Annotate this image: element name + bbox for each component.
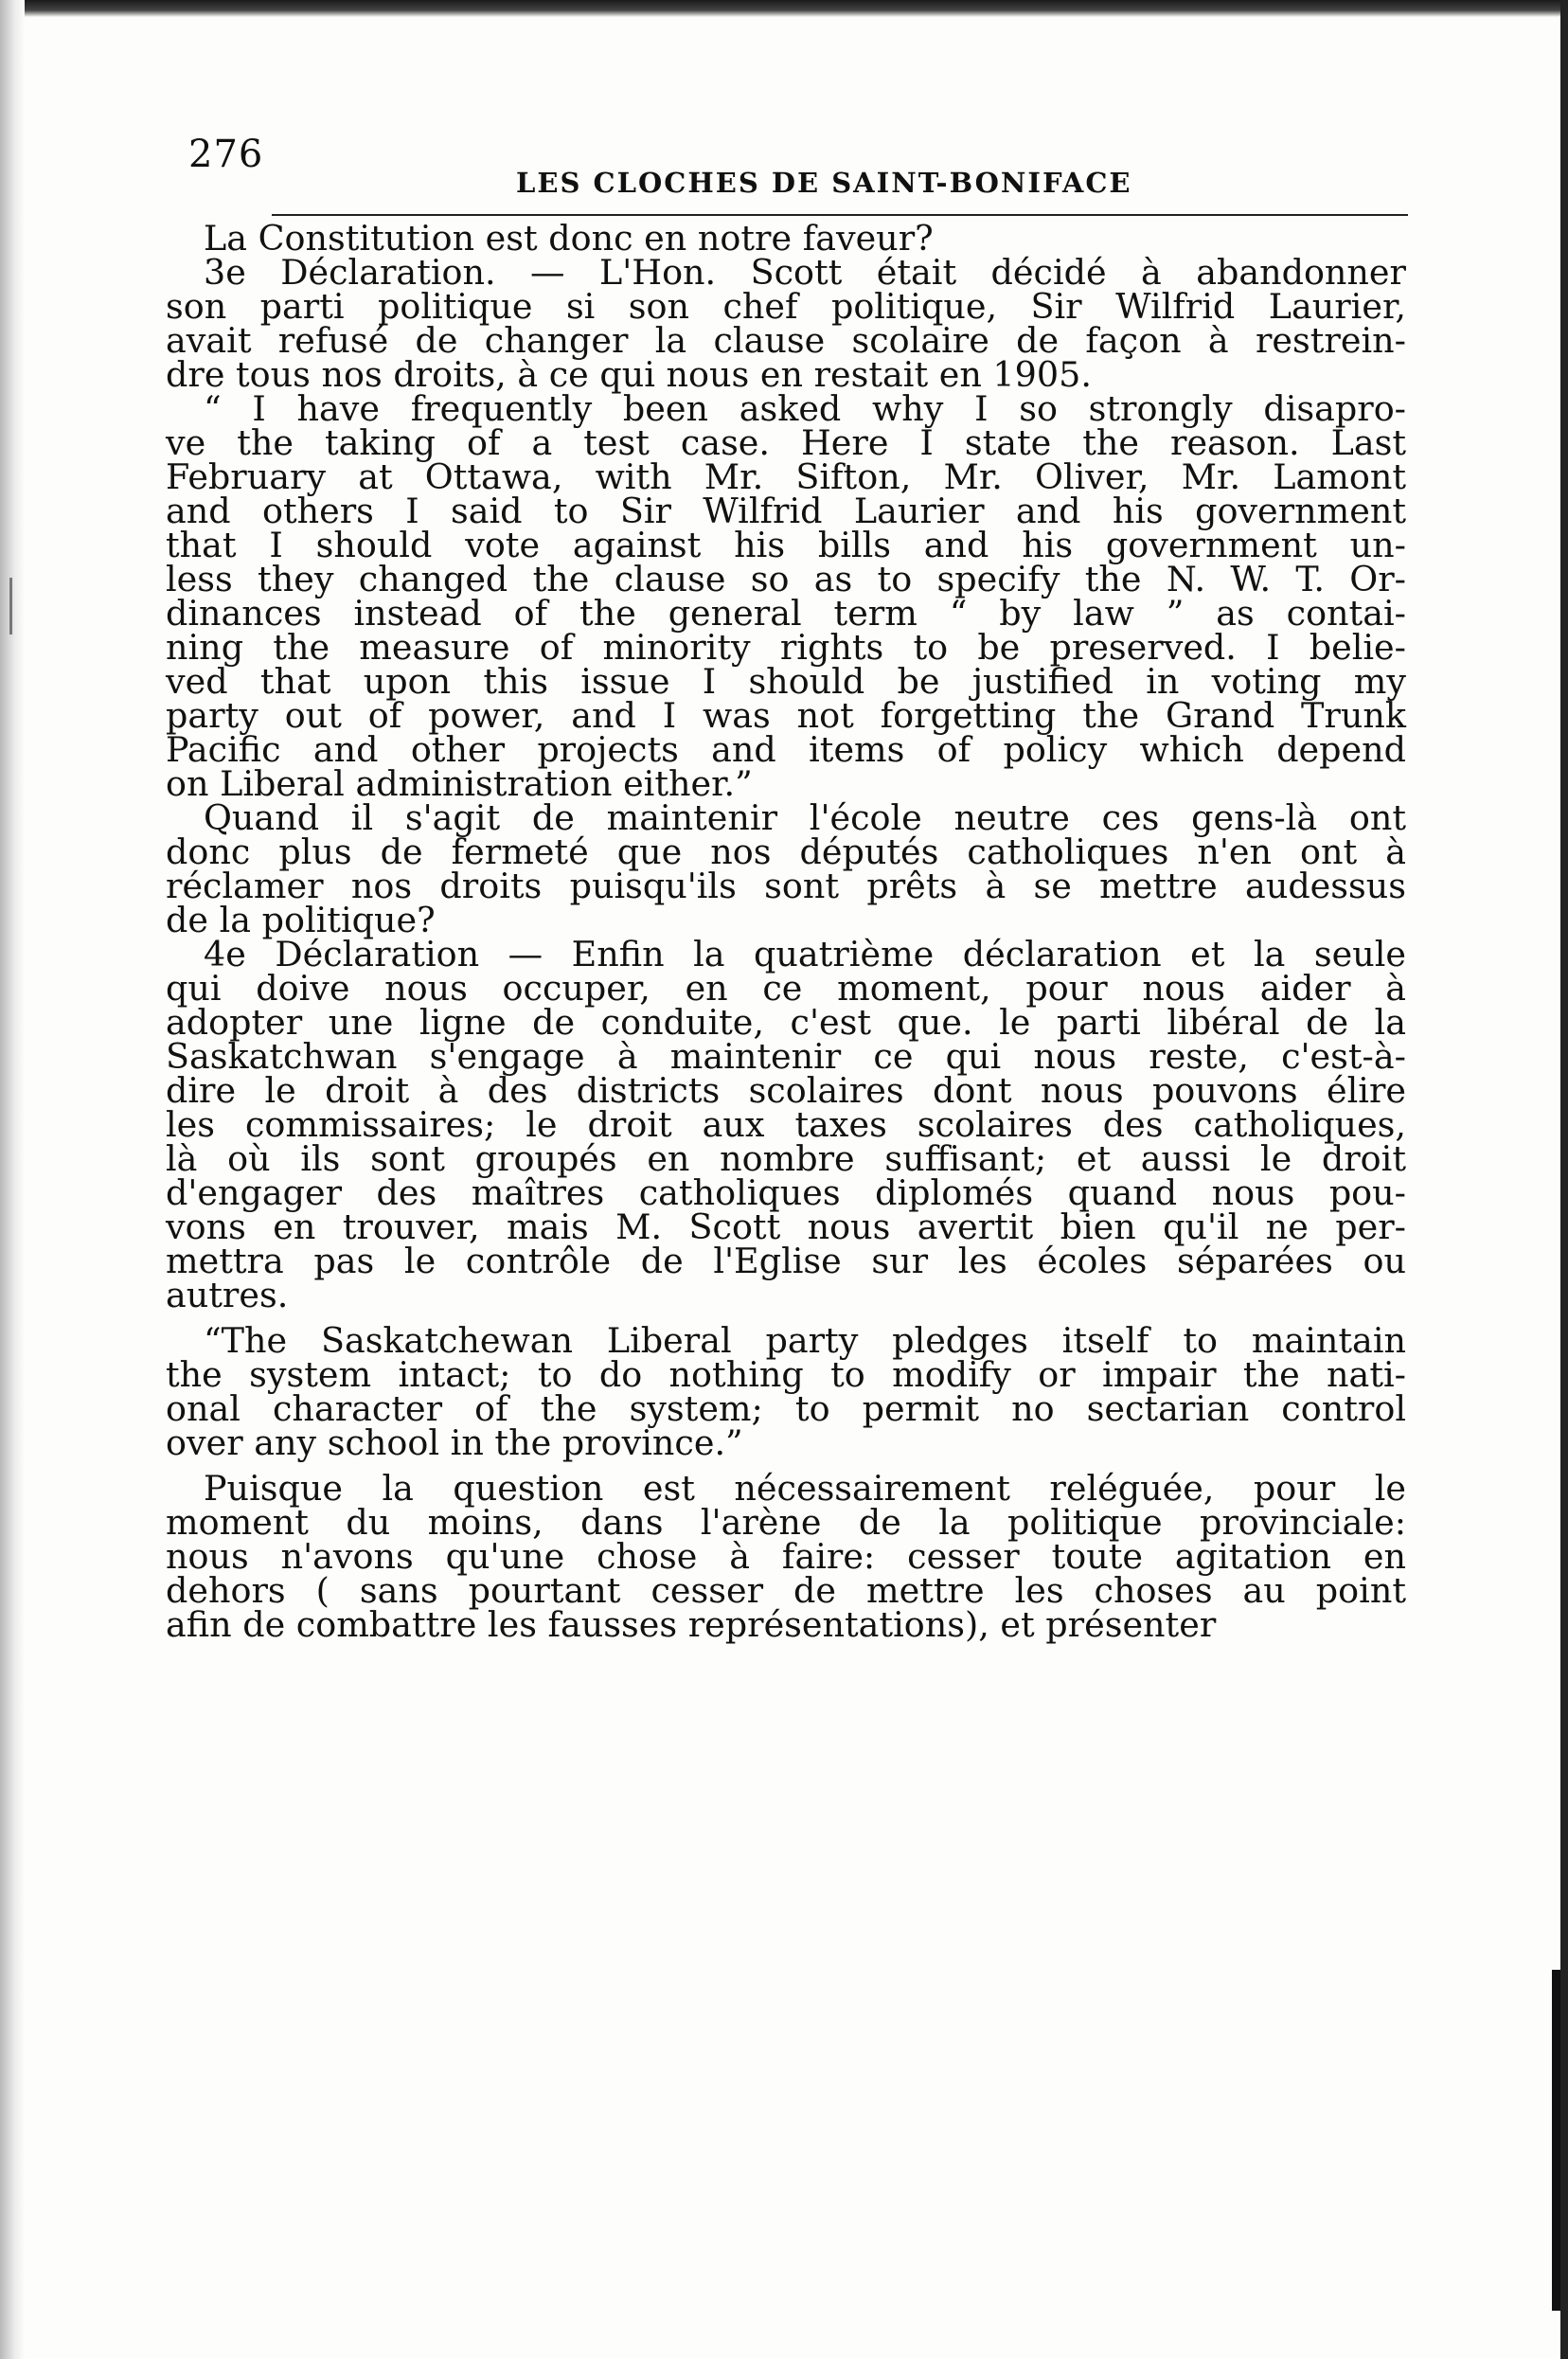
- text-line: moment du moins, dans l'arène de la politique provinciale:: [166, 1502, 1406, 1543]
- text-line: that I should vote against his bills and his government un-: [166, 525, 1406, 565]
- text-line: mettra pas le contrôle de l'Eglise sur les écoles séparées ou: [166, 1241, 1406, 1281]
- text-line: the system intact; to do nothing to modify or impair the nati-: [166, 1354, 1406, 1395]
- text-line: qui doive nous occuper, en ce moment, pour nous aider à: [166, 968, 1406, 1009]
- text-line: and others I said to Sir Wilfrid Laurier and his government: [166, 491, 1406, 531]
- text-line: ning the measure of minority rights to be preserved. I belie-: [166, 627, 1406, 668]
- text-line: son parti politique si son chef politique, Sir Wilfrid Laurier,: [166, 286, 1406, 327]
- text-line: autres.: [166, 1275, 289, 1315]
- text-line: dre tous nos droits, à ce qui nous en restait en 1905.: [166, 354, 1092, 395]
- text-line: d'engager des maîtres catholiques diplomés quand nous pou-: [166, 1172, 1406, 1213]
- scan-right-mark: [1552, 1970, 1560, 2311]
- text-line: on Liberal administration either.”: [166, 763, 753, 804]
- text-line: ve the taking of a test case. Here I state the reason. Last: [166, 422, 1406, 463]
- paragraph: [166, 218, 1406, 259]
- text-line: les commissaires; le droit aux taxes scolaires des catholiques,: [166, 1104, 1406, 1145]
- text-line: party out of power, and I was not forgetting the Grand Trunk: [166, 695, 1406, 736]
- paragraph: [166, 1468, 1406, 1645]
- running-title: LES CLOCHES DE SAINT-BONIFACE: [516, 167, 1132, 199]
- text-line: nous n'avons qu'une chose à faire: cesser toute agitation en: [166, 1536, 1406, 1577]
- text-line: 3e Déclaration. — L'Hon. Scott était décidé à abandonner: [204, 252, 1406, 293]
- text-line: La Constitution est donc en notre faveur?: [204, 218, 934, 259]
- text-line: Saskatchwan s'engage à maintenir ce qui nous reste, c'est-à-: [166, 1036, 1406, 1077]
- text-line: donc plus de fermeté que nos députés catholiques n'en ont à: [166, 831, 1406, 872]
- scan-left-mark: [9, 578, 12, 634]
- paragraph: [166, 388, 1406, 804]
- text-line: dire le droit à des districts scolaires dont nous pouvons élire: [166, 1070, 1406, 1111]
- paragraph: [166, 797, 1406, 940]
- text-line: 4e Déclaration — Enfin la quatrième déclaration et la seule: [204, 934, 1406, 974]
- paragraph: [166, 934, 1406, 1315]
- page-body: [166, 218, 1406, 1645]
- text-line: “ I have frequently been asked why I so strongly disapro-: [204, 388, 1406, 429]
- paragraph: [166, 252, 1406, 395]
- text-line: avait refusé de changer la clause scolaire de façon à restrein-: [166, 320, 1406, 361]
- text-line: dehors ( sans pourtant cesser de mettre les choses au point: [166, 1570, 1406, 1611]
- text-line: February at Ottawa, with Mr. Sifton, Mr. Oliver, Mr. Lamont: [166, 456, 1406, 497]
- text-line: adopter une ligne de conduite, c'est que. le parti libéral de la: [166, 1002, 1406, 1043]
- page-number: 276: [188, 133, 264, 176]
- scan-left-binding-shadow: [0, 0, 25, 2359]
- paragraph: [166, 1320, 1406, 1463]
- text-line: Pacific and other projects and items of policy which depend: [166, 729, 1406, 770]
- header-rule: [272, 214, 1408, 216]
- text-line: less they changed the clause so as to specify the N. W. T. Or-: [166, 559, 1406, 599]
- scan-right-border: [1560, 0, 1568, 2359]
- text-line: onal character of the system; to permit no sectarian control: [166, 1388, 1406, 1429]
- text-line: là où ils sont groupés en nombre suffisant; et aussi le droit: [166, 1138, 1406, 1179]
- text-line: dinances instead of the general term “ by law ” as contai-: [166, 593, 1406, 634]
- text-line: Puisque la question est nécessairement reléguée, pour le: [204, 1468, 1406, 1509]
- text-line: vons en trouver, mais M. Scott nous avertit bien qu'il ne per-: [166, 1206, 1406, 1247]
- text-line: Quand il s'agit de maintenir l'école neutre ces gens-là ont: [204, 797, 1406, 838]
- text-line: ved that upon this issue I should be justified in voting my: [166, 661, 1406, 702]
- page-header: [166, 133, 1406, 199]
- text-line: “The Saskatchewan Liberal party pledges itself to maintain: [204, 1320, 1406, 1361]
- text-line: réclamer nos droits puisqu'ils sont prêts à se mettre audessus: [166, 866, 1406, 906]
- text-line: over any school in the province.”: [166, 1422, 743, 1463]
- page-text-block: [166, 133, 1406, 1645]
- text-line: afin de combattre les fausses représentations), et présenter: [166, 1604, 1217, 1645]
- scan-top-border: [0, 0, 1568, 17]
- text-line: de la politique?: [166, 900, 436, 940]
